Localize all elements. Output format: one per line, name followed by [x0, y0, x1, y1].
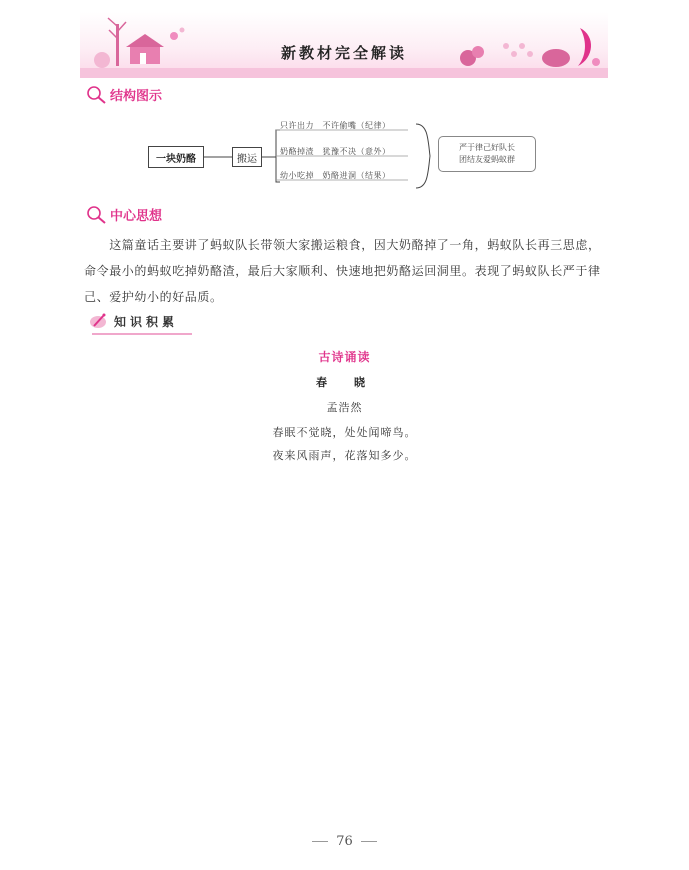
knowledge-heading — [88, 312, 178, 330]
summary-line-1: 严于律己好队长 — [459, 143, 515, 152]
summary-line-2: 团结友爱蚂蚁群 — [459, 155, 515, 164]
page-header-banner — [80, 12, 608, 78]
central-idea-heading — [86, 205, 162, 224]
diagram-branch-1: 只许出力 不许偷嘴（纪律） — [280, 121, 391, 130]
knowledge-heading-label: 知识积累 — [114, 314, 179, 329]
poem-section-heading: 古诗诵读 — [318, 350, 371, 364]
structure-heading-label: 结构图示 — [110, 89, 163, 104]
central-idea-heading-label: 中心思想 — [110, 209, 163, 224]
diagram-middle-box: 搬运 — [232, 147, 262, 167]
knowledge-heading-underline — [92, 333, 192, 335]
structure-diagram — [148, 120, 548, 190]
magnifier-icon — [86, 206, 106, 224]
poem-author: 孟浩然 — [326, 401, 363, 414]
header-title: 新教材完全解读 — [280, 44, 407, 62]
poem-line-1: 春眠不觉晓，处处闻啼鸟。 — [272, 426, 417, 439]
diagram-branch-2: 奶酪掉渣 犹豫不决（意外） — [280, 147, 391, 156]
page-number-dash-right — [361, 841, 377, 842]
central-idea-paragraph: 这篇童话主要讲了蚂蚁队长带领大家搬运粮食，因大奶酪掉了一角，蚂蚁队长再三思虑，命令最小的蚂蚁吃掉奶酪渣，最后大家顺利、快速地把奶酪运回洞里。表现了蚂蚁队长严于律己、爱护幼小的好品质。 — [84, 238, 601, 304]
magnifier-icon — [86, 86, 106, 104]
poem-line-2: 夜来风雨声，花落知多少。 — [272, 449, 417, 462]
page-number-value: 76 — [336, 834, 353, 849]
structure-section-heading — [86, 85, 162, 104]
diagram-root-box: 一块奶酪 — [148, 146, 204, 168]
pen-icon — [88, 312, 110, 330]
poem-title: 春 晓 — [316, 376, 373, 389]
page-number-dash-left — [312, 841, 328, 842]
page-number — [0, 834, 689, 849]
diagram-summary-box — [438, 136, 536, 172]
diagram-branch-3: 幼小吃掉 奶酪进洞（结果） — [280, 171, 391, 180]
